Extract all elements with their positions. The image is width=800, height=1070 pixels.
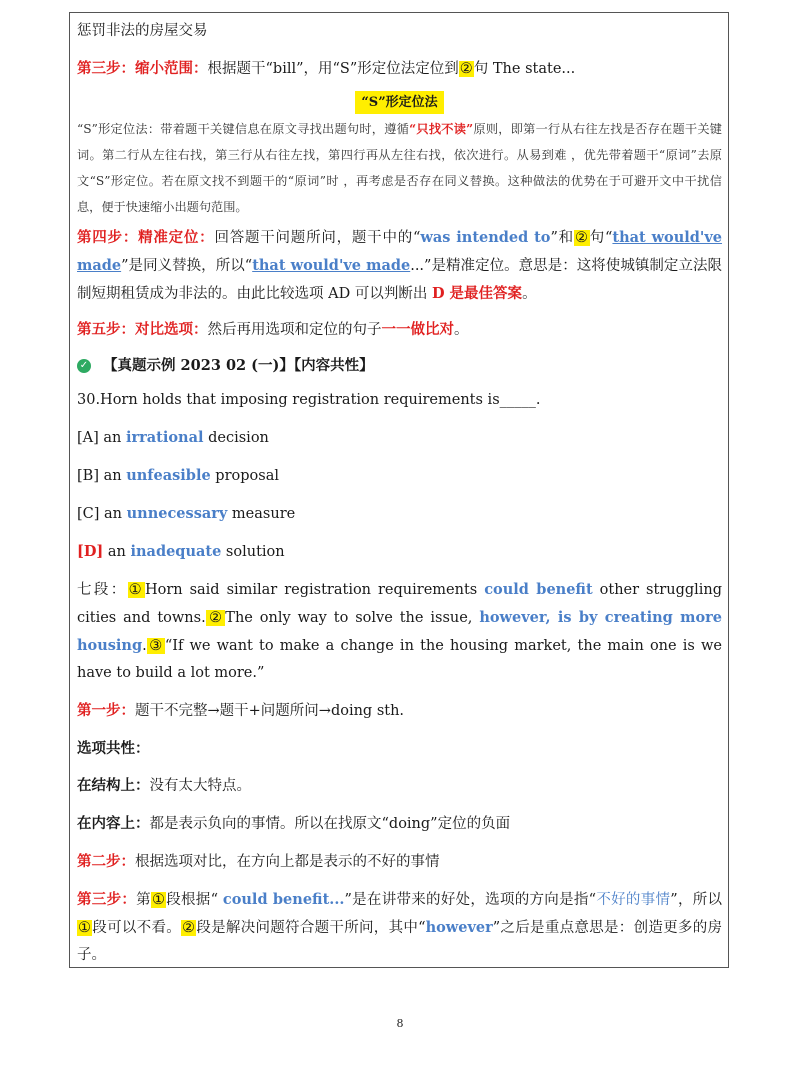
content-note: 在内容上：都是表示负向的事情。所以在找原文“doing”定位的负面	[77, 815, 511, 832]
check-icon: ✓	[77, 359, 91, 373]
step-label: 第三步：缩小范围：	[77, 60, 208, 77]
step5-compare: 第五步：对比选项：然后再用选项和定位的句子一一做比对。	[77, 321, 469, 338]
top-line: 惩罚非法的房屋交易	[77, 23, 208, 39]
option-a: [A] an irrational decision	[77, 429, 269, 446]
page-number: 8	[396, 1017, 404, 1030]
circle-marker: ①	[128, 582, 144, 598]
circle-marker: ②	[459, 61, 473, 77]
step3-analysis: 第三步：第①段根据“ could benefit...”是在讲带来的好处，选项的方向是指“不好的事情”，所以①段可以不看。②段是解决问题符合题干所问，其中“however”之后是重点意思是：创造更多的房子。	[77, 891, 723, 963]
option-c: [C] an unnecessary measure	[77, 505, 296, 522]
example-heading: ✓ 【真题示例 2023 02 (一)】【内容共性】	[77, 352, 722, 379]
question: 30.Horn holds that imposing registration requirements is_____.	[77, 392, 541, 408]
step1: 第一步：题干不完整→题干+问题所问→doing sth.	[77, 702, 405, 719]
circle-marker: ②	[182, 920, 196, 936]
step4-locate: 第四步：精准定位：回答题干问题所问，题干中的“was intended to”和②句“that would've made”是同义替换，所以“that would've made...”是精准定位。意思是：这将使城镇制定立法限制短期租赁成为非法的。由此比较选项 AD 可以判断出 D 是最佳答案。	[77, 229, 723, 302]
paragraph-seven: 七段：①Horn said similar registration requirements could benefit other struggling cities and towns.②The only way to solve the issue, however, is by creating more housing.③“If we want to make a change in the housing market, the main one is we have to build a lot more.”	[77, 581, 723, 681]
circle-marker: ①	[78, 920, 92, 936]
s-method-desc: “S”形定位法：带着题干关键信息在原文寻找出题句时，遵循“只找不读”原则，即第一行从右往左找是否存在题干关键词。第二行从左往右找，第三行从右往左找，第四行再从左往右找，依次进行。从易到难 ，优先带着题干“原词”去原文“S”形定位。若在原文找不到题干的“原词”时 ，再考虑是否存在同义替换。这种做法的优势在于可避开文中干扰信息，便于快速缩小出题句范围。	[77, 122, 722, 214]
structure-note: 在结构上：没有太大特点。	[77, 777, 251, 794]
step2: 第二步：根据选项对比，在方向上都是表示的不好的事情	[77, 853, 440, 870]
circle-marker: ②	[574, 230, 589, 246]
circle-marker: ①	[151, 892, 166, 908]
step3-narrow: 第三步：缩小范围：根据题干“bill”，用“S”形定位法定位到②句 The state...	[77, 60, 576, 77]
common-heading: 选项共性：	[77, 740, 150, 757]
circle-marker: ③	[147, 638, 164, 654]
document-body	[77, 18, 722, 969]
option-d: [D] an inadequate solution	[77, 543, 285, 560]
circle-marker: ②	[206, 610, 225, 626]
s-method-title: “S”形定位法	[77, 91, 722, 110]
option-b: [B] an unfeasible proposal	[77, 467, 279, 484]
